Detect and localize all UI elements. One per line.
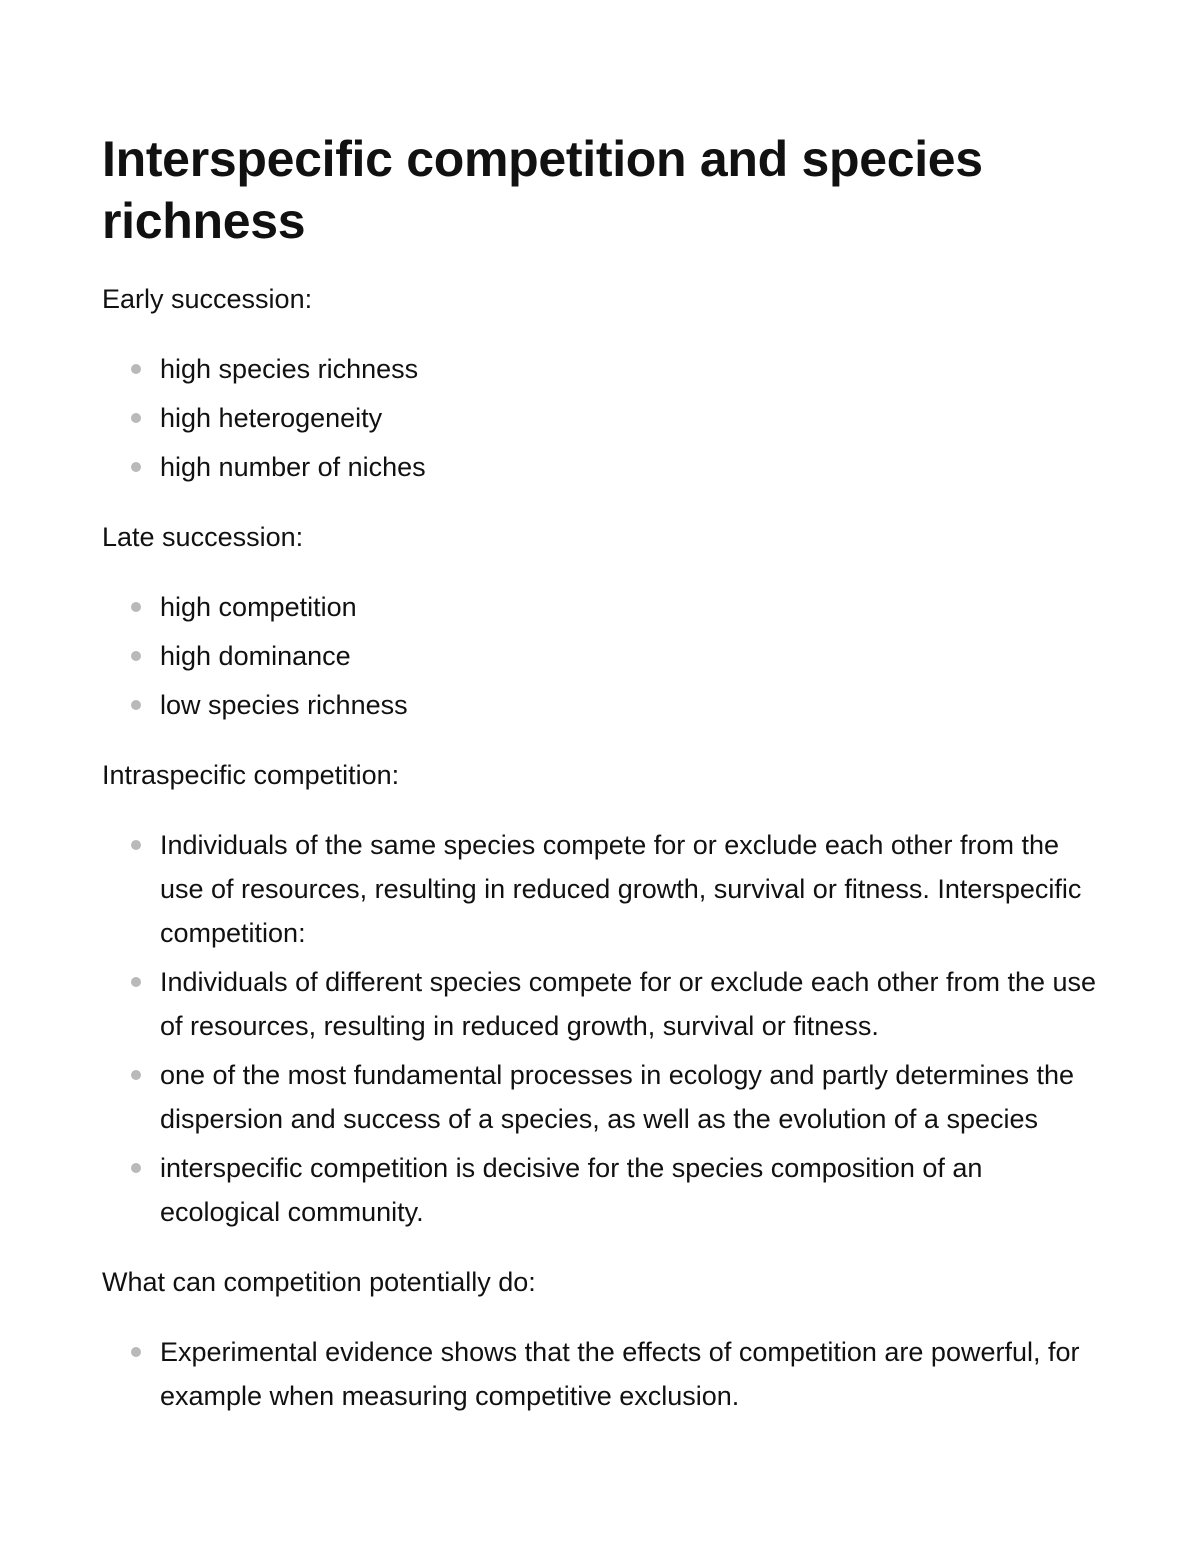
list-item: Individuals of different species compete for or exclude each other from the use of resources, resulting in reduced growth, survival or fitness. [102,960,1100,1048]
late-succession-list [102,585,1100,727]
bullet-icon [131,413,141,423]
bullet-icon [131,700,141,710]
bullet-icon [131,651,141,661]
bullet-icon [131,1347,141,1357]
section-label-what-can-competition-do: What can competition potentially do: [102,1267,536,1297]
list-item: one of the most fundamental processes in ecology and partly determines the dispersion and success of a species, as well as the evolution of a species [102,1053,1100,1141]
list-item: high species richness [102,347,1100,391]
bullet-icon [131,364,141,374]
early-succession-list [102,347,1100,489]
bullet-icon [131,1070,141,1080]
section-label-intraspecific-competition: Intraspecific competition: [102,760,400,790]
list-item: low species richness [102,683,1100,727]
page-title: Interspecific competition and species richness [102,131,983,249]
list-item: high competition [102,585,1100,629]
list-item: high dominance [102,634,1100,678]
section-label-late-succession: Late succession: [102,522,304,552]
bullet-icon [131,462,141,472]
bullet-icon [131,1163,141,1173]
intraspecific-competition-list [102,823,1100,1234]
list-item: Individuals of the same species compete for or exclude each other from the use of resources, resulting in reduced growth, survival or fitness. Interspecific competition: [102,823,1100,955]
bullet-icon [131,977,141,987]
list-item: Experimental evidence shows that the effects of competition are powerful, for example when measuring competitive exclusion. [102,1330,1100,1418]
bullet-icon [131,602,141,612]
bullet-icon [131,840,141,850]
what-can-competition-do-list [102,1330,1100,1418]
list-item: high heterogeneity [102,396,1100,440]
list-item: high number of niches [102,445,1100,489]
list-item: interspecific competition is decisive for the species composition of an ecological community. [102,1146,1100,1234]
section-label-early-succession: Early succession: [102,284,313,314]
